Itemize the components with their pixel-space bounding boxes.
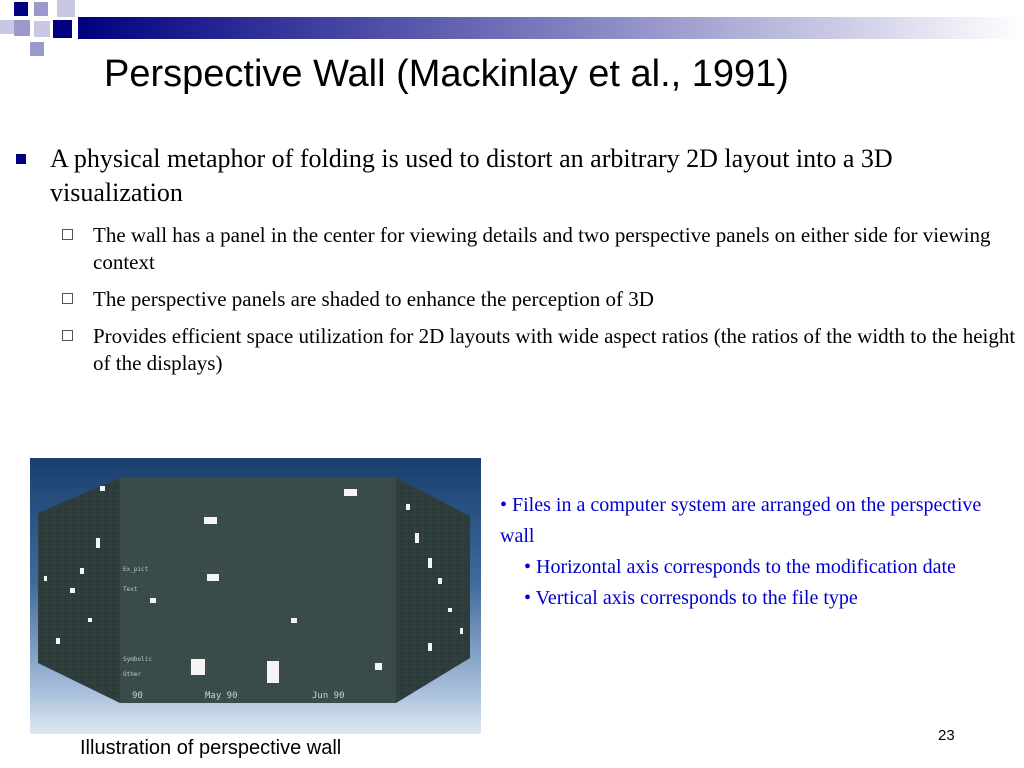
sub-bullet-text: The wall has a panel in the center for viewing details and two perspective panels on either side for viewing context xyxy=(93,223,991,274)
page-number: 23 xyxy=(938,727,955,744)
sub-bullet xyxy=(62,222,1017,276)
sub-bullet-text: Provides efficient space utilization for 2D layouts with wide aspect ratios (the ratios of the width to the height of the displays) xyxy=(93,324,1016,375)
wall-row-label: Ex_pict xyxy=(123,566,149,573)
hollow-square-bullet-icon xyxy=(62,293,73,304)
wall-axis-label: May 90 xyxy=(205,691,238,701)
slide-title: Perspective Wall (Mackinlay et al., 1991) xyxy=(104,53,789,95)
wall-axis-label: Jun 90 xyxy=(312,691,345,701)
sub-bullet xyxy=(62,286,1017,313)
hollow-square-bullet-icon xyxy=(62,229,73,240)
wall-row-label: Symbolic xyxy=(123,656,152,663)
hollow-square-bullet-icon xyxy=(62,330,73,341)
wall-axis-label: 90 xyxy=(132,691,143,701)
perspective-wall-image xyxy=(30,458,481,734)
note-item: • Files in a computer system are arranged on the perspective wall xyxy=(500,494,982,547)
wall-row-label: Other xyxy=(123,671,142,678)
main-bullet-text: A physical metaphor of folding is used to distort an arbitrary 2D layout into a 3D visualization xyxy=(50,144,893,207)
sub-bullet-text: The perspective panels are shaded to enhance the perception of 3D xyxy=(93,287,654,311)
note-item: • Vertical axis corresponds to the file type xyxy=(524,587,858,609)
wall-row-label: Text xyxy=(123,586,138,593)
sub-bullet xyxy=(62,323,1017,377)
sub-bullet-list xyxy=(62,222,1017,387)
image-caption: Illustration of perspective wall xyxy=(80,737,342,759)
side-notes xyxy=(500,490,1010,614)
note-item: • Horizontal axis corresponds to the modification date xyxy=(524,556,956,578)
main-bullet xyxy=(16,142,976,210)
square-bullet-icon xyxy=(16,154,26,164)
